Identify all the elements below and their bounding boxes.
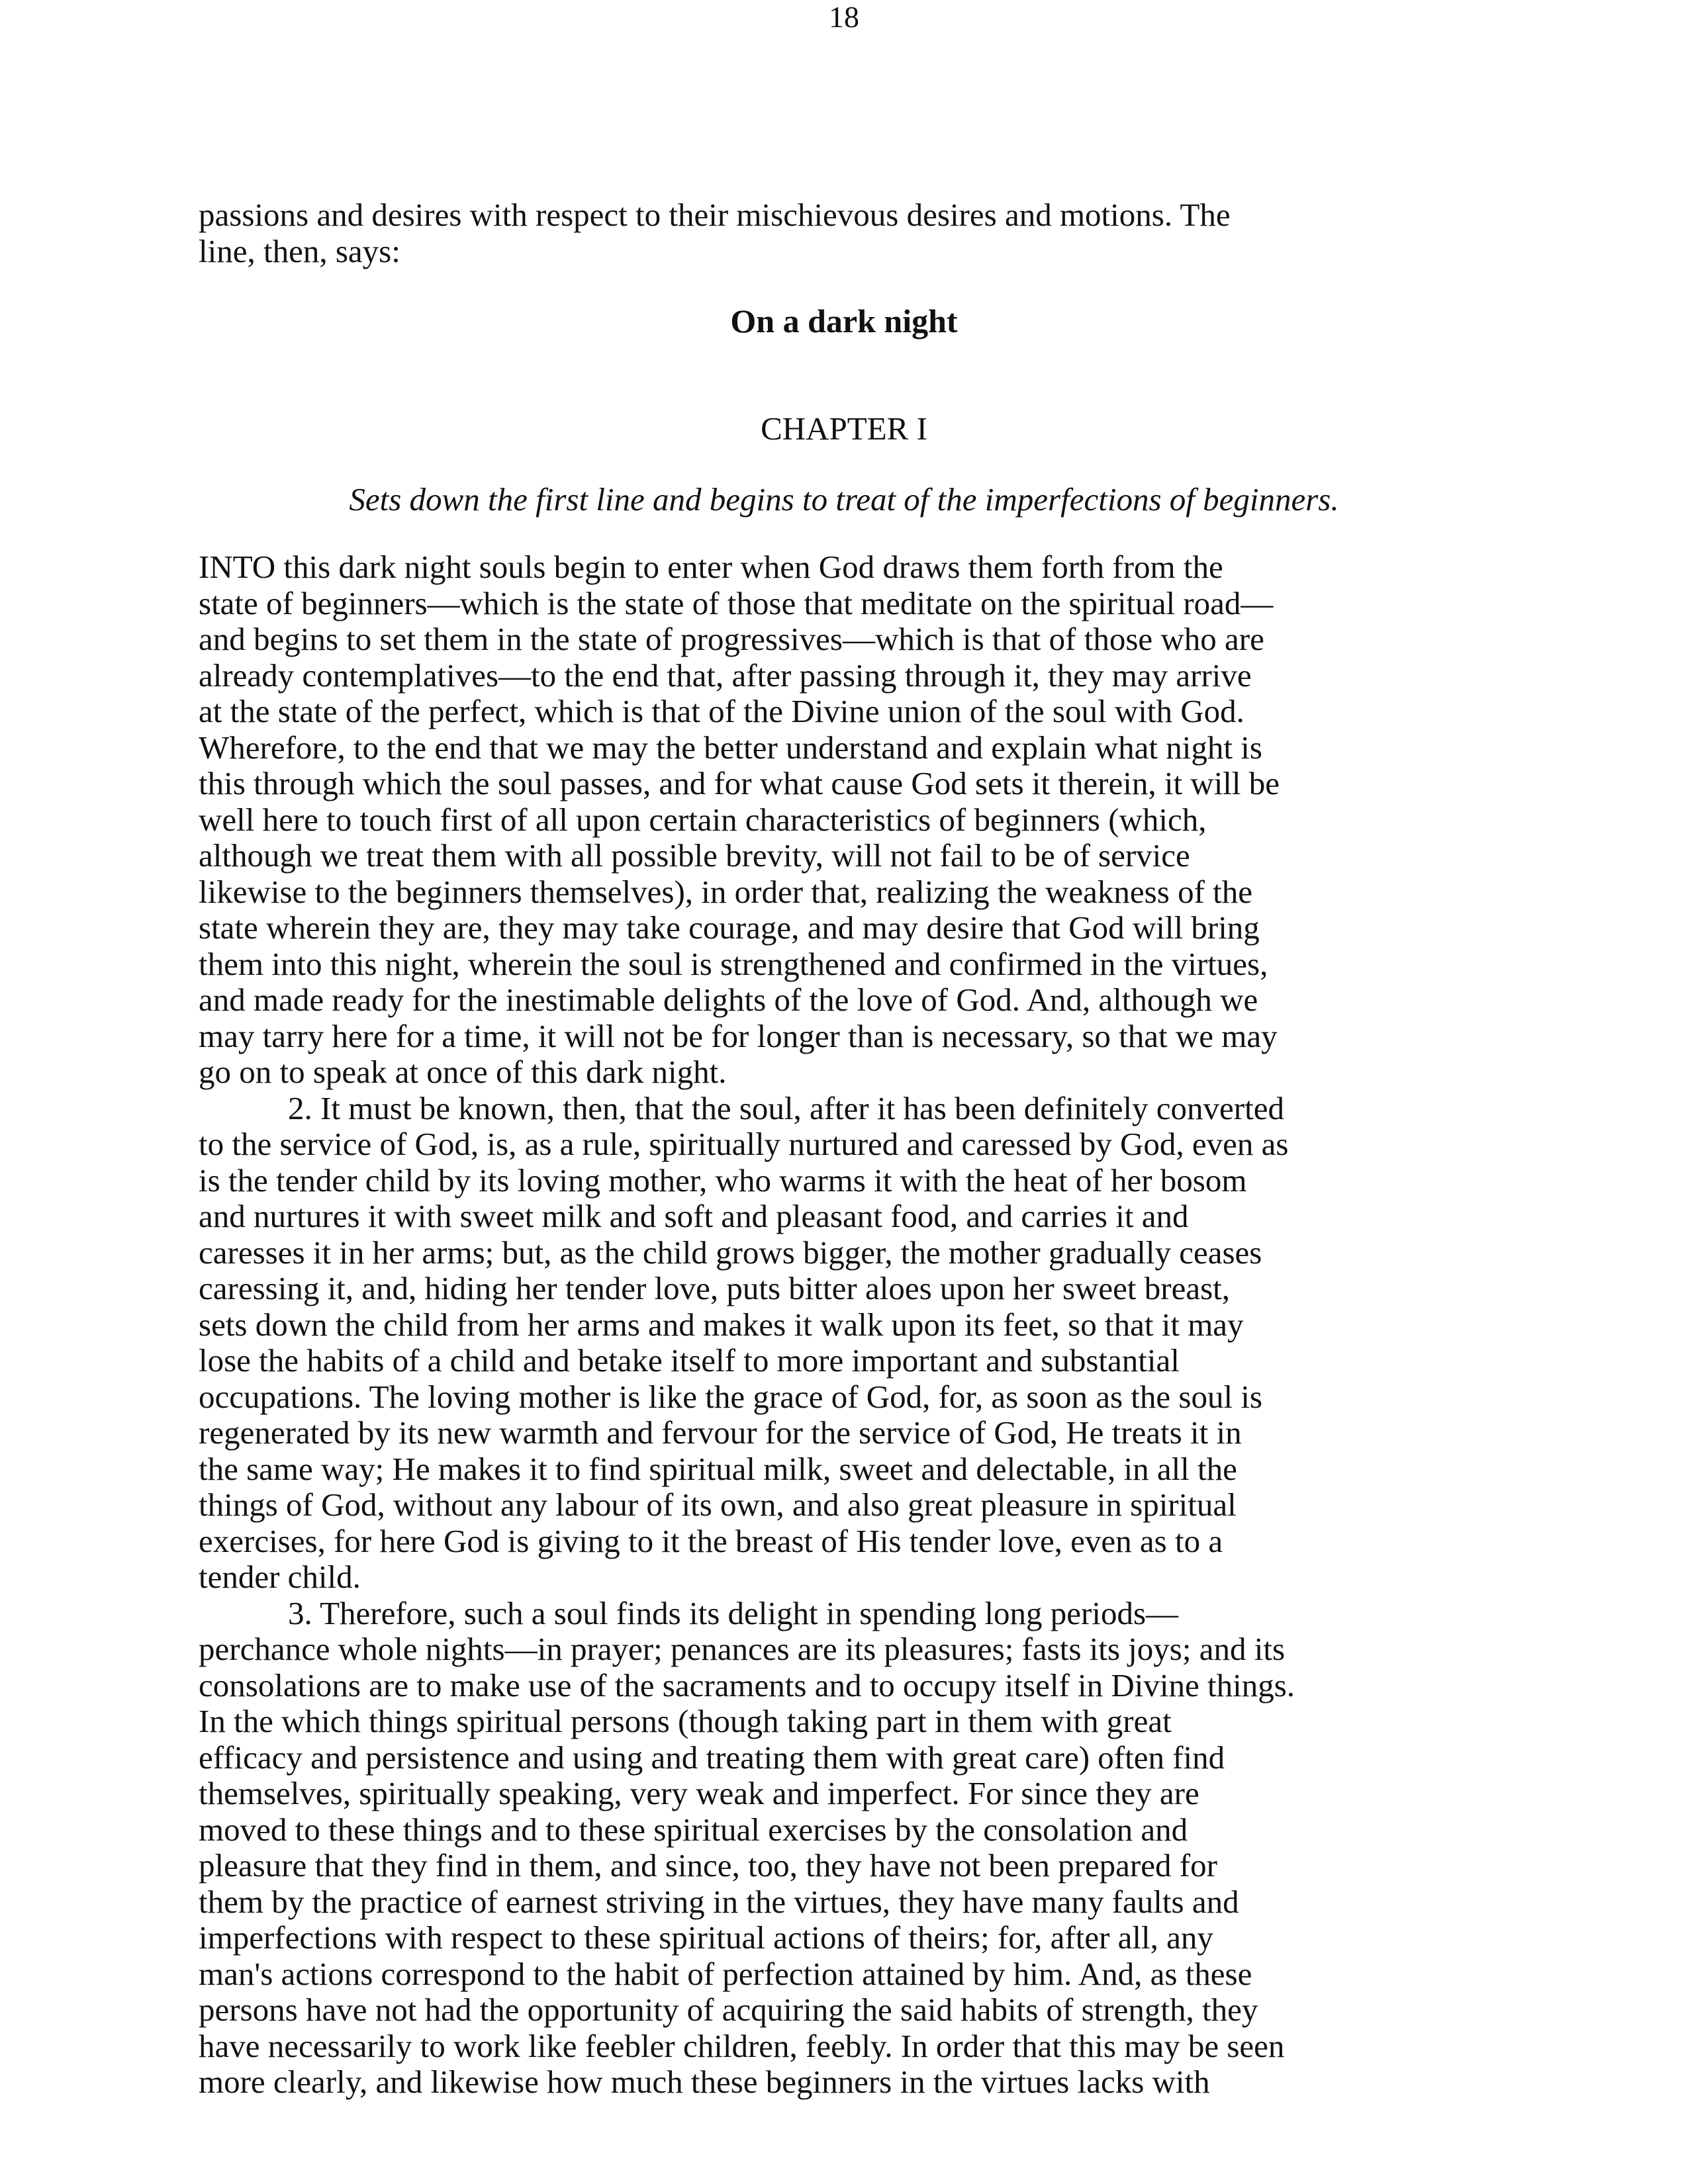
body-line: perchance whole nights—in prayer; penances are its pleasures; fasts its joys; and its: [199, 1631, 1286, 1667]
body-line: state of beginners—which is the state of those that meditate on the spiritual road—: [199, 584, 1274, 621]
body-line: 2. It must be known, then, that the soul, after it has been definitely converted: [288, 1089, 1284, 1126]
body-line: caresses it in her arms; but, as the child grows bigger, the mother gradually ceases: [199, 1234, 1262, 1271]
body-line: Wherefore, to the end that we may the better understand and explain what night is: [199, 729, 1262, 766]
body-line: already contemplatives—to the end that, after passing through it, they may arrive: [199, 657, 1252, 694]
body-line: pleasure that they find in them, and since, too, they have not been prepared for: [199, 1847, 1217, 1884]
body-line: state wherein they are, they may take courage, and may desire that God will bring: [199, 909, 1260, 946]
intro-line: passions and desires with respect to their mischievous desires and motions. The: [199, 197, 1231, 233]
body-line: imperfections with respect to these spiritual actions of theirs; for, after all, any: [199, 1919, 1213, 1956]
chapter-summary: Sets down the first line and begins to treat of the imperfections of beginners.: [349, 481, 1339, 518]
body-line: at the state of the perfect, which is that of the Divine union of the soul with God.: [199, 693, 1244, 729]
body-line: well here to touch first of all upon certain characteristics of beginners (which,: [199, 801, 1207, 838]
body-line: themselves, spiritually speaking, very weak and imperfect. For since they are: [199, 1775, 1199, 1811]
body-line: persons have not had the opportunity of acquiring the said habits of strength, they: [199, 1991, 1258, 2028]
body-line: likewise to the beginners themselves), in order that, realizing the weakness of the: [199, 873, 1252, 910]
body-line: occupations. The loving mother is like the grace of God, for, as soon as the soul is: [199, 1378, 1262, 1415]
body-line: this through which the soul passes, and for what cause God sets it therein, it will be: [199, 765, 1280, 801]
body-line: 3. Therefore, such a soul finds its delight in spending long periods—: [288, 1594, 1179, 1631]
body-line: consolations are to make use of the sacraments and to occupy itself in Divine things.: [199, 1666, 1295, 1704]
body-line: In the which things spiritual persons (though taking part in them with great: [199, 1703, 1172, 1739]
body-line: efficacy and persistence and using and treating them with great care) often find: [199, 1739, 1225, 1776]
body-line: sets down the child from her arms and makes it walk upon its feet, so that it may: [199, 1306, 1244, 1343]
chapter-heading: CHAPTER I: [761, 410, 927, 447]
body-line: caressing it, and, hiding her tender love, puts bitter aloes upon her sweet breast,: [199, 1270, 1231, 1306]
intro-paragraph: [199, 197, 1496, 269]
body-line: to the service of God, is, as a rule, spiritually nurtured and caressed by God, even as: [199, 1126, 1289, 1162]
body-line: is the tender child by its loving mother, who warms it with the heat of her bosom: [199, 1161, 1247, 1199]
body-line: the same way; He makes it to find spiritual milk, sweet and delectable, in all the: [199, 1450, 1237, 1487]
body-line: may tarry here for a time, it will not be for longer than is necessary, so that we may: [199, 1017, 1278, 1054]
body-line: them into this night, wherein the soul is strengthened and confirmed in the virtues,: [199, 945, 1268, 982]
intro-line: line, then, says:: [199, 232, 400, 269]
verse-heading: On a dark night: [730, 302, 958, 340]
body-line: and made ready for the inestimable delights of the love of God. And, although we: [199, 981, 1258, 1018]
body-line: go on to speak at once of this dark night.: [199, 1054, 727, 1090]
body-line: more clearly, and likewise how much these beginners in the virtues lacks with: [199, 2064, 1210, 2100]
body-line: things of God, without any labour of its own, and also great pleasure in spiritual: [199, 1486, 1237, 1523]
body-line: moved to these things and to these spiritual exercises by the consolation and: [199, 1811, 1188, 1848]
body-line: man's actions correspond to the habit of perfection attained by him. And, as these: [199, 1955, 1252, 1992]
body-line: and nurtures it with sweet milk and soft and pleasant food, and carries it and: [199, 1198, 1189, 1234]
body-line: exercises, for here God is giving to it the breast of His tender love, even as to a: [199, 1522, 1223, 1559]
body-line: INTO this dark night souls begin to enter when God draws them forth from the: [199, 549, 1223, 585]
body-line: and begins to set them in the state of progressives—which is that of those who are: [199, 621, 1264, 657]
page-number: 18: [829, 0, 859, 34]
body-line: tender child.: [199, 1559, 361, 1595]
body-line: lose the habits of a child and betake itself to more important and substantial: [199, 1342, 1180, 1379]
body-line: them by the practice of earnest striving in the virtues, they have many faults and: [199, 1883, 1239, 1920]
body-line: have necessarily to work like feebler children, feebly. In order that this may be seen: [199, 2027, 1285, 2064]
body-line: regenerated by its new warmth and fervour for the service of God, He treats it in: [199, 1414, 1242, 1451]
body-text: [199, 549, 1496, 2101]
body-line: although we treat them with all possible brevity, will not fail to be of service: [199, 837, 1190, 874]
